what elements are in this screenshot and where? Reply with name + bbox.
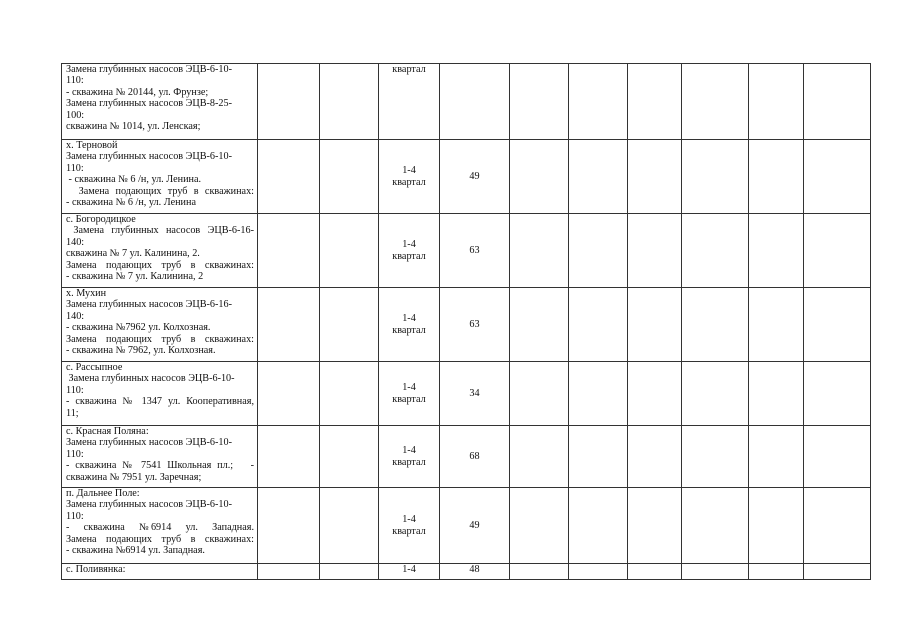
empty-cell bbox=[628, 288, 682, 362]
table-row bbox=[62, 288, 871, 362]
work-description-cell bbox=[62, 426, 258, 488]
description-line: Замена подающих труб в скважинах: bbox=[66, 259, 254, 271]
empty-cell bbox=[510, 564, 569, 580]
empty-cell bbox=[510, 426, 569, 488]
table-row bbox=[62, 214, 871, 288]
empty-cell bbox=[569, 426, 628, 488]
term-cell bbox=[379, 140, 440, 214]
empty-cell bbox=[749, 488, 804, 564]
empty-cell bbox=[569, 488, 628, 564]
empty-cell bbox=[258, 288, 320, 362]
description-line: 11; bbox=[66, 407, 79, 419]
description-line: скважина № 1014, ул. Ленская; bbox=[66, 121, 201, 133]
empty-cell bbox=[682, 64, 749, 140]
empty-cell bbox=[569, 214, 628, 288]
empty-cell bbox=[749, 362, 804, 426]
empty-cell bbox=[258, 140, 320, 214]
works-table bbox=[61, 63, 871, 580]
description-line: с. Богородицкое bbox=[66, 214, 136, 225]
description-line: х. Мухин bbox=[66, 288, 107, 299]
table-row bbox=[62, 488, 871, 564]
description-line: Замена глубинных насосов ЭЦВ-6-16- bbox=[66, 299, 232, 311]
description-line: Замена глубинных насосов ЭЦВ-6-10- bbox=[66, 151, 232, 163]
term-cell bbox=[379, 64, 440, 140]
description-line: - скважина № 1347 ул. Кооперативная, bbox=[66, 396, 254, 408]
empty-cell bbox=[749, 64, 804, 140]
description-line: Замена глубинных насосов ЭЦВ-6-10- bbox=[66, 437, 232, 449]
empty-cell bbox=[320, 426, 379, 488]
term-line: квартал bbox=[392, 456, 426, 468]
empty-cell bbox=[320, 362, 379, 426]
empty-cell bbox=[682, 288, 749, 362]
term-cell bbox=[379, 288, 440, 362]
term-line: квартал bbox=[392, 324, 426, 336]
empty-cell bbox=[804, 288, 871, 362]
amount-cell: 49 bbox=[440, 488, 510, 564]
empty-cell bbox=[628, 362, 682, 426]
empty-cell bbox=[258, 488, 320, 564]
empty-cell bbox=[804, 564, 871, 580]
empty-cell bbox=[569, 140, 628, 214]
empty-cell bbox=[628, 64, 682, 140]
empty-cell bbox=[749, 426, 804, 488]
empty-cell bbox=[510, 488, 569, 564]
empty-cell bbox=[628, 564, 682, 580]
empty-cell bbox=[628, 426, 682, 488]
empty-cell bbox=[510, 140, 569, 214]
term-line: 1-4 bbox=[402, 445, 416, 457]
term-cell bbox=[379, 426, 440, 488]
description-line: Замена подающих труб в скважинах: bbox=[66, 533, 254, 545]
description-line: 140: bbox=[66, 236, 85, 248]
description-line: Замена подающих труб в скважинах: bbox=[66, 333, 254, 345]
description-line: - скважина №6914 ул. Западная. bbox=[66, 522, 254, 534]
amount-cell: 63 bbox=[440, 214, 510, 288]
empty-cell bbox=[258, 362, 320, 426]
description-line: 140: bbox=[66, 310, 85, 322]
work-description-cell bbox=[62, 564, 258, 580]
amount-cell: 34 bbox=[440, 362, 510, 426]
work-description-cell bbox=[62, 488, 258, 564]
description-line: 110: bbox=[66, 384, 84, 396]
empty-cell bbox=[804, 362, 871, 426]
term-line: квартал bbox=[392, 176, 426, 188]
description-line: скважина № 7951 ул. Заречная; bbox=[66, 471, 202, 483]
description-line: 100: bbox=[66, 109, 85, 121]
description-line: - скважина № 20144, ул. Фрунзе; bbox=[66, 86, 209, 98]
empty-cell bbox=[682, 488, 749, 564]
empty-cell bbox=[628, 140, 682, 214]
work-description-cell bbox=[62, 288, 258, 362]
empty-cell bbox=[510, 214, 569, 288]
term-line: 1-4 bbox=[402, 313, 416, 325]
empty-cell bbox=[320, 140, 379, 214]
empty-cell bbox=[258, 64, 320, 140]
term-line: 1-4 bbox=[402, 165, 416, 177]
empty-cell bbox=[804, 488, 871, 564]
term-line: квартал bbox=[392, 525, 426, 537]
empty-cell bbox=[510, 64, 569, 140]
description-line: Замена глубинных насосов ЭЦВ-8-25- bbox=[66, 98, 232, 110]
table-row bbox=[62, 426, 871, 488]
term-line: 1-4 bbox=[402, 514, 416, 526]
amount-cell: 49 bbox=[440, 140, 510, 214]
description-line: скважина № 7 ул. Калинина, 2. bbox=[66, 248, 200, 260]
empty-cell bbox=[749, 140, 804, 214]
empty-cell bbox=[749, 564, 804, 580]
description-line: 110: bbox=[66, 510, 84, 522]
empty-cell bbox=[804, 214, 871, 288]
amount-cell: 68 bbox=[440, 426, 510, 488]
work-description-cell bbox=[62, 362, 258, 426]
empty-cell bbox=[510, 362, 569, 426]
description-line: х. Терновой bbox=[66, 140, 118, 151]
description-line: с. Рассыпное bbox=[66, 362, 123, 373]
work-description-cell bbox=[62, 140, 258, 214]
description-line: 110: bbox=[66, 75, 84, 87]
term-cell bbox=[379, 564, 440, 580]
empty-cell bbox=[749, 288, 804, 362]
description-line: 110: bbox=[66, 162, 84, 174]
empty-cell bbox=[804, 140, 871, 214]
table-row bbox=[62, 564, 871, 580]
description-line: Замена глубинных насосов ЭЦВ-6-16- bbox=[66, 225, 254, 237]
term-line: квартал bbox=[392, 250, 426, 262]
table-row bbox=[62, 362, 871, 426]
amount-cell: 63 bbox=[440, 288, 510, 362]
empty-cell bbox=[320, 214, 379, 288]
work-description-cell bbox=[62, 214, 258, 288]
table-row bbox=[62, 64, 871, 140]
description-line: Замена глубинных насосов ЭЦВ-6-10- bbox=[66, 373, 235, 385]
description-line: с. Красная Поляна: bbox=[66, 426, 149, 437]
term-cell bbox=[379, 214, 440, 288]
empty-cell bbox=[682, 140, 749, 214]
description-line: с. Поливянка: bbox=[66, 564, 126, 575]
empty-cell bbox=[749, 214, 804, 288]
empty-cell bbox=[804, 64, 871, 140]
empty-cell bbox=[320, 564, 379, 580]
term-line: квартал bbox=[392, 393, 426, 405]
description-line: - скважина № 7962, ул. Колхозная. bbox=[66, 345, 216, 357]
empty-cell bbox=[569, 362, 628, 426]
table-row bbox=[62, 140, 871, 214]
description-line: - скважина №6914 ул. Западная. bbox=[66, 545, 205, 557]
work-description-cell bbox=[62, 64, 258, 140]
description-line: 110: bbox=[66, 448, 84, 460]
empty-cell bbox=[804, 426, 871, 488]
description-line: Замена глубинных насосов ЭЦВ-6-10- bbox=[66, 64, 232, 75]
description-line: Замена глубинных насосов ЭЦВ-6-10- bbox=[66, 499, 232, 511]
empty-cell bbox=[320, 488, 379, 564]
term-cell bbox=[379, 362, 440, 426]
empty-cell bbox=[320, 288, 379, 362]
description-line: п. Дальнее Поле: bbox=[66, 488, 140, 499]
description-line: - скважина № 6 /н, ул. Ленина bbox=[66, 197, 196, 209]
empty-cell bbox=[682, 214, 749, 288]
empty-cell bbox=[682, 426, 749, 488]
empty-cell bbox=[569, 564, 628, 580]
term-cell bbox=[379, 488, 440, 564]
description-line: - скважина № 7 ул. Калинина, 2 bbox=[66, 271, 204, 283]
amount-cell: 48 bbox=[440, 564, 510, 580]
term-line: квартал bbox=[392, 64, 426, 75]
description-line: - скважина №7962 ул. Колхозная. bbox=[66, 322, 211, 334]
empty-cell bbox=[682, 564, 749, 580]
empty-cell bbox=[569, 288, 628, 362]
amount-cell bbox=[440, 64, 510, 140]
term-line: 1-4 bbox=[402, 239, 416, 251]
empty-cell bbox=[258, 426, 320, 488]
empty-cell bbox=[682, 362, 749, 426]
empty-cell bbox=[510, 288, 569, 362]
empty-cell bbox=[258, 214, 320, 288]
empty-cell bbox=[628, 214, 682, 288]
term-line: 1-4 bbox=[402, 382, 416, 394]
empty-cell bbox=[569, 64, 628, 140]
description-line: Замена подающих труб в скважинах: bbox=[66, 185, 254, 197]
table-body bbox=[62, 64, 871, 580]
empty-cell bbox=[628, 488, 682, 564]
term-line: 1-4 bbox=[402, 564, 416, 575]
empty-cell bbox=[320, 64, 379, 140]
description-line: - скважина № 7541 Школьная пл.; - bbox=[66, 460, 254, 472]
empty-cell bbox=[258, 564, 320, 580]
description-line: - скважина № 6 /н, ул. Ленина. bbox=[66, 174, 202, 186]
